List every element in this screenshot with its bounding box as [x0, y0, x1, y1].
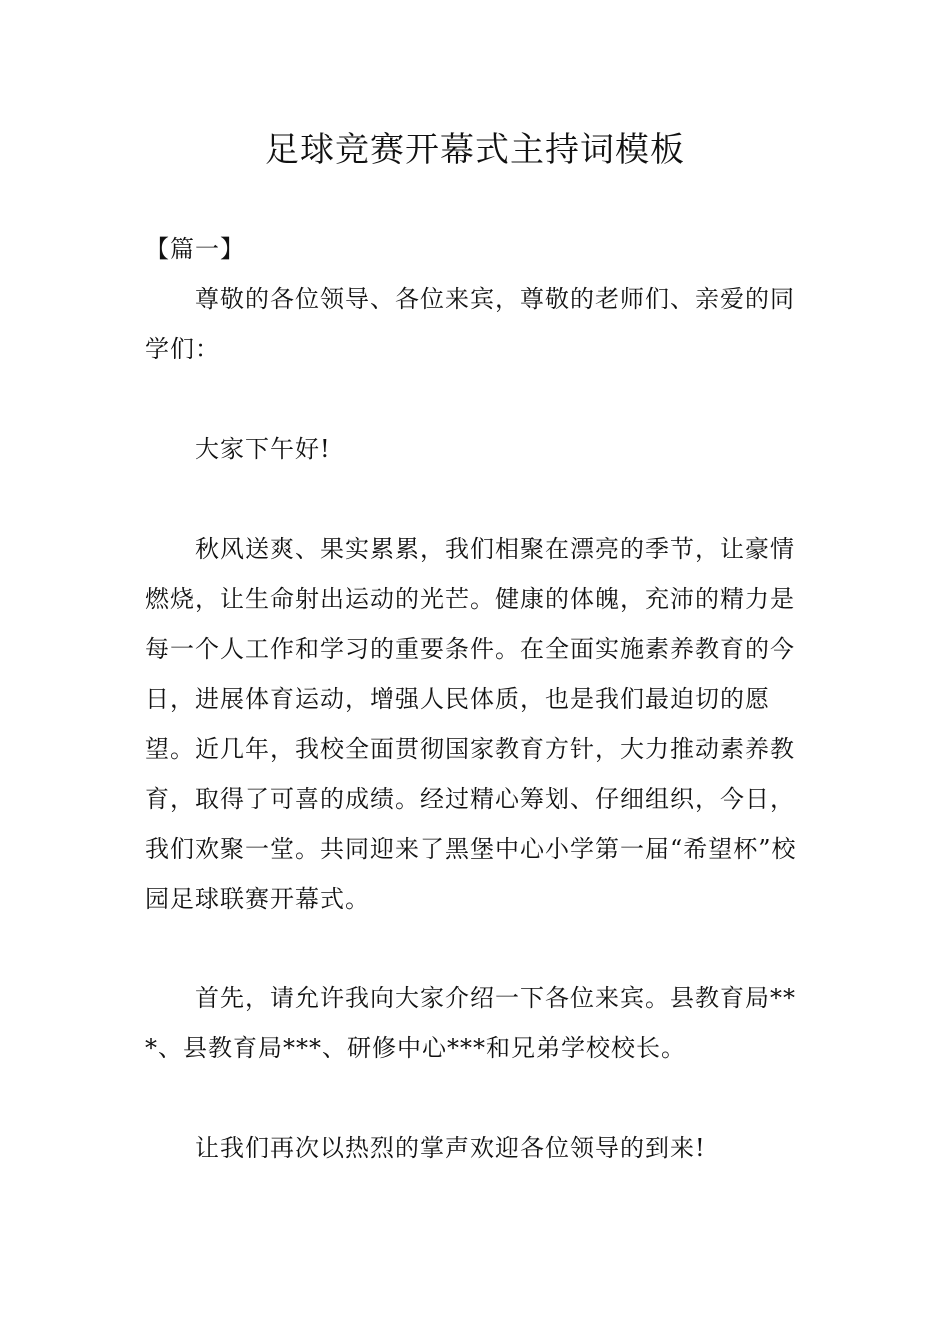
paragraph-welcome: 让我们再次以热烈的掌声欢迎各位领导的到来! [195, 1134, 706, 1162]
paragraph-guests: 首先，请允许我向大家介绍一下各位来宾。县教育局***、县教育局***、研修中心***和兄弟学校校长。 [145, 984, 796, 1062]
paragraph-opening: 秋风送爽、果实累累，我们相聚在漂亮的季节，让豪情燃烧，让生命射出运动的光芒。健康的体魄，充沛的精力是每一个人工作和学习的重要条件。在全面实施素养教育的今日，进展体育运动，增强人民体质，也是我们最迫切的愿望。近几年，我校全面贯彻国家教育方针，大力推动素养教育，取得了可喜的成绩。经过精心筹划、仔细组织，今日，我们欢聚一堂。共同迎来了黑堡中心小学第一届“希望杯”校园足球联赛开幕式。 [145, 535, 797, 913]
document-title: 足球竞赛开幕式主持词模板 [265, 130, 685, 170]
paragraph-good-afternoon: 大家下午好! [195, 435, 331, 463]
paragraph-greeting: 尊敬的各位领导、各位来宾，尊敬的老师们、亲爱的同学们： [145, 285, 795, 363]
section-label: 【篇一】 [145, 235, 245, 263]
